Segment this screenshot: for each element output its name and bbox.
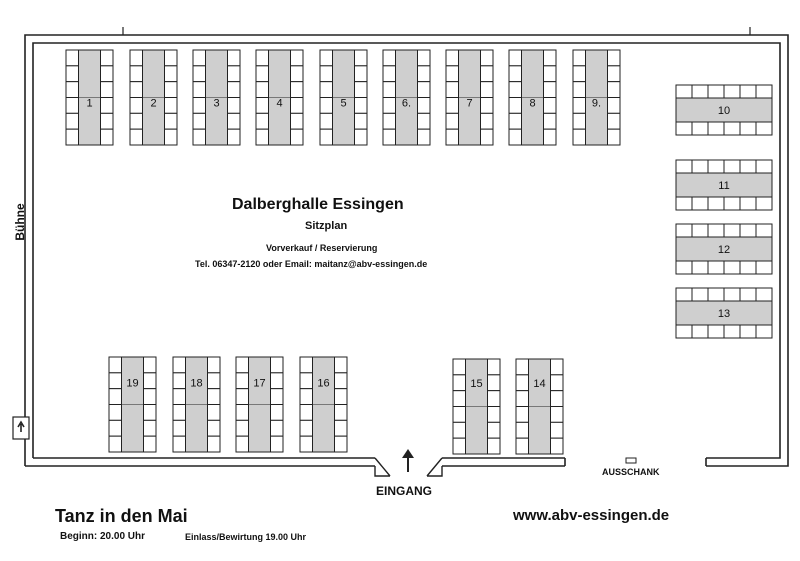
seat — [509, 113, 522, 129]
seat — [173, 436, 186, 452]
begin-time: Beginn: 20.00 Uhr — [60, 531, 146, 542]
seat — [551, 422, 564, 438]
seat — [516, 422, 529, 438]
seat — [488, 407, 501, 423]
seat — [256, 50, 269, 66]
seat — [516, 438, 529, 454]
seat — [101, 82, 114, 98]
seat — [544, 113, 557, 129]
seat — [300, 405, 313, 421]
table-9. — [573, 50, 620, 145]
seat — [320, 82, 333, 98]
seat — [551, 391, 564, 407]
table-1 — [66, 50, 113, 145]
seat — [228, 98, 241, 114]
seat — [740, 325, 756, 338]
seat — [676, 85, 692, 98]
seat — [608, 82, 621, 98]
seat — [481, 113, 494, 129]
seat — [756, 261, 772, 274]
seat — [446, 113, 459, 129]
table-number: 19 — [126, 377, 139, 390]
seat — [271, 405, 284, 421]
seat — [256, 129, 269, 145]
seat — [724, 85, 740, 98]
seat — [446, 50, 459, 66]
seat — [740, 224, 756, 237]
entrance-label: EINGANG — [376, 484, 433, 498]
seat — [101, 50, 114, 66]
bar-marker — [626, 458, 636, 463]
seat — [66, 98, 79, 114]
seat — [544, 129, 557, 145]
seat — [193, 50, 206, 66]
seat — [236, 405, 249, 421]
reservation-label: Vorverkauf / Reservierung — [266, 243, 378, 253]
seat — [228, 66, 241, 82]
seat — [692, 122, 708, 135]
table-7 — [446, 50, 493, 145]
seat — [193, 98, 206, 114]
seat — [708, 325, 724, 338]
table-2 — [130, 50, 177, 145]
seat — [256, 82, 269, 98]
seat — [355, 50, 368, 66]
seat — [516, 375, 529, 391]
table-number: 8 — [529, 97, 536, 110]
seat — [453, 391, 466, 407]
table-8 — [509, 50, 556, 145]
seat — [383, 82, 396, 98]
seat — [109, 420, 122, 436]
seat — [173, 405, 186, 421]
table-number: 16 — [317, 377, 330, 390]
seat — [488, 375, 501, 391]
stage-label: Bühne — [13, 203, 27, 241]
seat — [173, 357, 186, 373]
seat — [756, 224, 772, 237]
seat — [724, 197, 740, 210]
seat — [692, 160, 708, 173]
seat — [291, 66, 304, 82]
seat — [355, 66, 368, 82]
seat — [165, 50, 178, 66]
seat — [676, 197, 692, 210]
seat — [208, 405, 221, 421]
seat — [300, 373, 313, 389]
seat — [708, 197, 724, 210]
seat — [256, 113, 269, 129]
seat — [383, 129, 396, 145]
seat — [608, 129, 621, 145]
event-name: Tanz in den Mai — [55, 506, 188, 526]
seat — [355, 129, 368, 145]
seat — [320, 66, 333, 82]
seat — [335, 420, 348, 436]
seat — [608, 98, 621, 114]
seat — [165, 129, 178, 145]
seat — [165, 113, 178, 129]
seat — [228, 129, 241, 145]
seat — [355, 82, 368, 98]
seat — [740, 197, 756, 210]
seat — [236, 373, 249, 389]
seat — [173, 420, 186, 436]
seat — [608, 113, 621, 129]
seat — [383, 98, 396, 114]
seat — [573, 82, 586, 98]
seat — [692, 224, 708, 237]
seat — [101, 113, 114, 129]
seat — [320, 98, 333, 114]
seat — [383, 113, 396, 129]
seat — [236, 389, 249, 405]
seat — [144, 405, 157, 421]
table-14 — [516, 359, 563, 454]
entrance-arrow-icon — [402, 449, 414, 458]
seat — [676, 288, 692, 301]
seat — [193, 129, 206, 145]
seat — [66, 82, 79, 98]
seat — [144, 373, 157, 389]
table-number: 6. — [401, 97, 412, 110]
seat — [335, 357, 348, 373]
seat — [481, 66, 494, 82]
seat — [676, 325, 692, 338]
seat — [418, 113, 431, 129]
seat — [291, 82, 304, 98]
table-6. — [383, 50, 430, 145]
seat — [676, 160, 692, 173]
seat — [271, 357, 284, 373]
seat — [676, 261, 692, 274]
seat — [708, 224, 724, 237]
seat — [66, 50, 79, 66]
table-number: 18 — [190, 377, 203, 390]
seat — [66, 129, 79, 145]
seat — [516, 391, 529, 407]
seat — [109, 405, 122, 421]
seat — [740, 160, 756, 173]
seat — [573, 98, 586, 114]
seat — [130, 113, 143, 129]
seat — [488, 359, 501, 375]
seat — [481, 50, 494, 66]
table-number: 13 — [717, 308, 731, 320]
seat — [756, 160, 772, 173]
table-number: 2 — [150, 97, 157, 110]
seat — [101, 66, 114, 82]
table-19 — [109, 357, 156, 452]
seat — [109, 357, 122, 373]
seat — [383, 50, 396, 66]
table-number: 11 — [718, 180, 730, 192]
table-number: 1 — [86, 97, 93, 110]
seat — [692, 325, 708, 338]
contact-line: Tel. 06347-2120 oder Email: maitanz@abv-essingen.de — [195, 259, 428, 269]
seat — [193, 66, 206, 82]
seat — [509, 82, 522, 98]
seat — [130, 82, 143, 98]
seat — [335, 373, 348, 389]
seat — [708, 122, 724, 135]
seat — [130, 129, 143, 145]
seat — [193, 113, 206, 129]
tables-layer — [66, 50, 772, 454]
bar-label: AUSSCHANK — [602, 467, 660, 477]
seat — [509, 129, 522, 145]
table-number: 7 — [466, 97, 473, 110]
wall-bottom-left — [25, 458, 375, 466]
seat — [271, 420, 284, 436]
seat — [66, 113, 79, 129]
seat — [130, 50, 143, 66]
seat — [300, 420, 313, 436]
seat — [300, 389, 313, 405]
seat — [193, 82, 206, 98]
seat — [573, 66, 586, 82]
seat — [740, 85, 756, 98]
seat — [144, 420, 157, 436]
seat — [481, 129, 494, 145]
table-number: 15 — [470, 377, 483, 390]
seat — [724, 261, 740, 274]
seat — [453, 422, 466, 438]
seat — [692, 261, 708, 274]
table-number: 10 — [717, 105, 731, 117]
hall-title: Dalberghalle Essingen — [232, 196, 404, 213]
seat — [208, 436, 221, 452]
seat — [446, 98, 459, 114]
seat — [320, 129, 333, 145]
seat — [335, 436, 348, 452]
website: www.abv-essingen.de — [513, 507, 670, 524]
seat — [724, 325, 740, 338]
seat — [418, 98, 431, 114]
seat — [165, 82, 178, 98]
seat — [708, 288, 724, 301]
seat — [418, 50, 431, 66]
seat — [355, 113, 368, 129]
seat — [144, 357, 157, 373]
seat — [228, 113, 241, 129]
seat — [208, 373, 221, 389]
seat — [544, 82, 557, 98]
seat — [236, 357, 249, 373]
seat — [355, 98, 368, 114]
seat — [692, 288, 708, 301]
seat — [573, 129, 586, 145]
seat — [165, 98, 178, 114]
admission-time: Einlass/Bewirtung 19.00 Uhr — [185, 532, 307, 542]
seat — [756, 197, 772, 210]
table-5 — [320, 50, 367, 145]
seat — [335, 389, 348, 405]
seat — [173, 373, 186, 389]
seat — [208, 357, 221, 373]
table-number: 14 — [533, 377, 546, 390]
table-4 — [256, 50, 303, 145]
seat — [109, 373, 122, 389]
seat — [256, 66, 269, 82]
seat — [165, 66, 178, 82]
table-16 — [300, 357, 347, 452]
table-3 — [193, 50, 240, 145]
seat — [509, 98, 522, 114]
seat — [756, 325, 772, 338]
seat — [418, 129, 431, 145]
seat — [756, 85, 772, 98]
seat — [551, 438, 564, 454]
seat — [446, 66, 459, 82]
seat — [740, 288, 756, 301]
seat — [418, 66, 431, 82]
seat — [551, 359, 564, 375]
seat — [740, 122, 756, 135]
seat — [236, 436, 249, 452]
seat — [320, 113, 333, 129]
seat — [573, 113, 586, 129]
table-12 — [676, 224, 772, 274]
seat — [271, 389, 284, 405]
seat — [608, 50, 621, 66]
seat — [173, 389, 186, 405]
seat — [608, 66, 621, 82]
seat — [271, 373, 284, 389]
seat — [300, 357, 313, 373]
seat — [756, 122, 772, 135]
seat — [208, 420, 221, 436]
seat — [692, 85, 708, 98]
seat — [291, 113, 304, 129]
seat — [544, 50, 557, 66]
seat — [551, 407, 564, 423]
table-number: 3 — [213, 97, 220, 110]
seat — [692, 197, 708, 210]
seat — [724, 160, 740, 173]
table-13 — [676, 288, 772, 338]
seat — [446, 129, 459, 145]
seat — [101, 98, 114, 114]
seat — [573, 50, 586, 66]
seat — [236, 420, 249, 436]
seat — [676, 122, 692, 135]
table-10 — [676, 85, 772, 135]
seat — [481, 98, 494, 114]
table-17 — [236, 357, 283, 452]
seat — [144, 436, 157, 452]
seat — [66, 66, 79, 82]
seat — [291, 50, 304, 66]
seat — [544, 98, 557, 114]
seat — [256, 98, 269, 114]
table-11 — [676, 160, 772, 210]
table-15 — [453, 359, 500, 454]
wall-bottom-middle — [442, 458, 565, 466]
seat — [481, 82, 494, 98]
seat — [453, 407, 466, 423]
table-number: 17 — [253, 377, 266, 390]
seat — [488, 438, 501, 454]
seat — [130, 98, 143, 114]
seat — [488, 422, 501, 438]
seat — [544, 66, 557, 82]
seat — [516, 407, 529, 423]
seat — [320, 50, 333, 66]
seat — [724, 288, 740, 301]
table-number: 5 — [340, 97, 347, 110]
seat — [109, 389, 122, 405]
seat — [453, 438, 466, 454]
seat — [724, 224, 740, 237]
seat — [446, 82, 459, 98]
seat — [271, 436, 284, 452]
seat — [228, 82, 241, 98]
seat — [418, 82, 431, 98]
table-number: 4 — [276, 97, 283, 110]
table-18 — [173, 357, 220, 452]
table-number: 12 — [717, 244, 731, 256]
seat — [676, 224, 692, 237]
seat — [516, 359, 529, 375]
seat — [708, 261, 724, 274]
seat — [291, 98, 304, 114]
seat — [144, 389, 157, 405]
plan-subtitle: Sitzplan — [305, 220, 348, 232]
seat — [551, 375, 564, 391]
seat — [708, 85, 724, 98]
seat — [453, 359, 466, 375]
seat — [509, 50, 522, 66]
seat — [453, 375, 466, 391]
seat — [756, 288, 772, 301]
seat — [724, 122, 740, 135]
seat — [300, 436, 313, 452]
seat — [228, 50, 241, 66]
table-number: 9. — [591, 97, 602, 110]
seat — [291, 129, 304, 145]
seat — [488, 391, 501, 407]
seat — [101, 129, 114, 145]
seat — [708, 160, 724, 173]
seat — [740, 261, 756, 274]
seat — [335, 405, 348, 421]
seat — [509, 66, 522, 82]
seat — [130, 66, 143, 82]
seat — [109, 436, 122, 452]
seat — [383, 66, 396, 82]
seat — [208, 389, 221, 405]
